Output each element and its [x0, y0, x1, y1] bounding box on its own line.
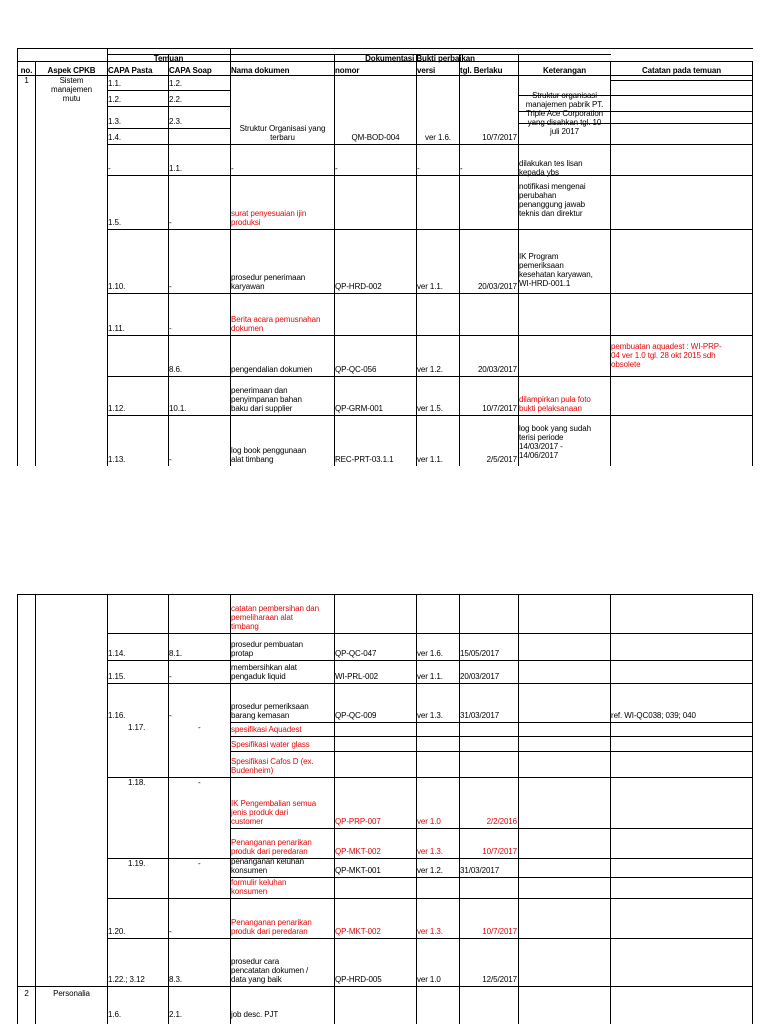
tgl-berlaku-cell: 2/5/2017	[486, 455, 517, 464]
versi-cell: ver 1.2.	[417, 365, 443, 374]
table-rule	[230, 722, 753, 723]
table-rule	[107, 293, 753, 294]
capa-soap-cell: -	[169, 455, 172, 464]
table-rule	[610, 123, 753, 124]
capa-soap-cell: 1.1.	[169, 164, 182, 173]
keterangan-cell: dilakukan tes lisan kepada ybs	[519, 159, 583, 177]
capa-pasta-cell: 1.22.; 3.12	[108, 975, 145, 984]
tgl-berlaku-cell: 31/03/2017	[460, 866, 500, 875]
header-dokumentasi: Dokumentasi Bukti perbaikan	[365, 54, 475, 63]
capa-pasta-cell: 1.20.	[108, 927, 126, 936]
keterangan-cell: IK Program pemeriksaan kesehatan karyawan, WI-HRD-001.1	[519, 252, 593, 288]
capa-pasta-cell: 1.16.	[108, 711, 126, 720]
table-rule	[107, 90, 231, 91]
header-nomor: nomor	[335, 66, 360, 75]
capa-soap-cell: 1.2.	[169, 79, 182, 88]
table-rule	[752, 594, 753, 1024]
capa-soap-cell: 8.6.	[169, 365, 182, 374]
versi-cell: ver 1.6.	[417, 649, 443, 658]
nama-dokumen-cell: prosedur pemeriksaan barang kemasan	[231, 702, 309, 720]
aspek-sistem-manajemen-mutu: Sistem manajemen mutu	[51, 76, 92, 103]
keterangan-cell: notifikasi mengenai perubahan penanggung jawab teknis dan direktur	[519, 182, 586, 218]
table-rule	[107, 415, 753, 416]
nama-dokumen-cell: Penanganan penarikan produk dari peredaran	[231, 838, 312, 856]
capa-soap-cell: -	[169, 324, 172, 333]
table-rule	[610, 80, 753, 81]
header-no: no.	[20, 66, 33, 75]
capa-pasta-cell: 1.3.	[108, 117, 121, 126]
table-rule	[230, 751, 753, 752]
table-rule	[610, 95, 753, 96]
table-rule	[17, 594, 753, 595]
nama-dokumen-merged: Struktur Organisasi yang terbaru	[239, 124, 326, 142]
table-rule	[610, 111, 753, 112]
table-rule	[107, 660, 753, 661]
capa-soap-cell: -	[169, 282, 172, 291]
capa-soap-cell: 2.2.	[169, 95, 182, 104]
nomor-cell: QP-QC-047	[335, 649, 377, 658]
table-rule	[610, 594, 611, 1024]
versi-cell: ver 1.3.	[417, 847, 443, 856]
versi-cell: ver 1.3.	[417, 711, 443, 720]
versi-cell: ver 1.5.	[417, 404, 443, 413]
capa-soap-cell: -	[169, 927, 172, 936]
tgl-berlaku-cell: 15/05/2017	[460, 649, 500, 658]
table-rule	[107, 144, 753, 145]
table-rule	[17, 75, 753, 76]
nama-dokumen-cell: penerimaan dan penyimpanan bahan baku dari supplier	[231, 386, 302, 413]
nomor-cell: QP-MKT-001	[335, 866, 381, 875]
table-rule	[17, 986, 753, 987]
table-rule	[17, 594, 18, 1024]
header-versi: versi	[417, 66, 436, 75]
capa-pasta-cell: 1.4.	[108, 133, 121, 142]
table-rule	[107, 229, 753, 230]
table-rule	[107, 335, 753, 336]
nama-dokumen-cell: prosedur cara pencatatan dokumen / data yang baik	[231, 957, 309, 984]
capa-soap-cell: -	[169, 672, 172, 681]
table-rule	[107, 106, 231, 107]
nomor-cell: QP-MKT-002	[335, 847, 381, 856]
nomor-cell: QP-HRD-002	[335, 282, 382, 291]
versi-cell: ver 1.0	[417, 817, 441, 826]
header-nama-dokumen: Nama dokumen	[231, 66, 290, 75]
capa-pasta-cell: 1.6.	[108, 1010, 121, 1019]
capa-pasta-cell: 1.18.	[128, 778, 146, 787]
versi-cell: ver 1.1.	[417, 282, 443, 291]
capa-pasta-cell: 1.14.	[108, 649, 126, 658]
nomor-merged: QM-BOD-004	[351, 133, 400, 142]
table-rule	[518, 594, 519, 1024]
nomor-cell: REC-PRT-03.1.1	[335, 455, 394, 464]
nama-dokumen-cell: spesifikasi Aquadest	[231, 725, 302, 734]
header-aspek: Aspek CPKB	[47, 66, 96, 75]
capa-soap-cell: 10.1.	[169, 404, 187, 413]
capa-pasta-cell: 1.2.	[108, 95, 121, 104]
tgl-berlaku-cell: -	[460, 164, 463, 173]
catatan-cell: pembuatan aquadest : WI-PRP- 04 ver 1.0 tgl. 28 okt 2015 sdh obsolete	[611, 342, 722, 369]
aspek-personalia: Personalia	[53, 989, 90, 998]
keterangan-cell: dilampirkan pula foto bukti pelaksanaan	[519, 395, 591, 413]
nomor-cell: QP-HRD-005	[335, 975, 382, 984]
versi-cell: ver 1.2.	[417, 866, 443, 875]
table-rule	[168, 594, 169, 1024]
capa-soap-cell: -	[169, 711, 172, 720]
table-rule	[107, 633, 753, 634]
table-rule	[107, 376, 753, 377]
tgl-berlaku-cell: 31/03/2017	[460, 711, 500, 720]
capa-soap-cell: -	[198, 723, 201, 732]
nama-dokumen-cell: -	[231, 164, 234, 173]
nomor-cell: QP-QC-056	[335, 365, 377, 374]
nomor-cell: QP-GRM-001	[335, 404, 383, 413]
catatan-cell: ref. WI-QC038; 039; 040	[611, 711, 696, 720]
table-rule	[230, 736, 753, 737]
nama-dokumen-cell: IK Pengembalian semua jenis produk dari customer	[231, 799, 317, 826]
nama-dokumen-cell: penanganan keluhan konsumen	[231, 857, 304, 875]
capa-pasta-cell: 1.15.	[108, 672, 126, 681]
capa-pasta-cell: 1.17.	[128, 723, 146, 732]
table-rule	[35, 594, 36, 1024]
header-keterangan: Keterangan	[542, 66, 586, 75]
versi-cell: ver 1.0	[417, 975, 441, 984]
versi-cell: -	[417, 164, 420, 173]
row-number: 1	[24, 76, 29, 85]
capa-pasta-cell: 1.13.	[108, 455, 126, 464]
capa-soap-cell: -	[198, 778, 201, 787]
capa-pasta-cell: 1.11.	[108, 324, 125, 333]
capa-soap-cell: 2.1.	[169, 1010, 182, 1019]
nama-dokumen-cell: prosedur penerimaan karyawan	[231, 273, 306, 291]
nama-dokumen-cell: log book penggunaan alat timbang	[231, 446, 307, 464]
nama-dokumen-cell: catatan pembersihan dan pemeliharaan alat timbang	[231, 604, 319, 631]
keterangan-cell: log book yang sudah terisi periode 14/03/2017 - 14/06/2017	[519, 424, 591, 460]
capa-pasta-cell: 1.19.	[128, 859, 146, 868]
nama-dokumen-cell: Spesifikasi Cafos D (ex. Budenheim)	[231, 757, 314, 775]
capa-pasta-cell: -	[108, 164, 111, 173]
table-rule	[107, 175, 753, 176]
capa-soap-cell: -	[169, 218, 172, 227]
table-rule	[107, 594, 108, 1024]
versi-cell: ver 1.1.	[417, 455, 443, 464]
capa-soap-cell: 2.3.	[169, 117, 182, 126]
tgl-berlaku-cell: 10/7/2017	[482, 847, 517, 856]
capa-soap-cell: 8.1.	[169, 649, 182, 658]
nomor-cell: QP-PRP-007	[335, 817, 381, 826]
table-rule	[107, 683, 753, 684]
nama-dokumen-cell: prosedur pembuatan protap	[231, 640, 304, 658]
versi-cell: ver 1.3.	[417, 927, 443, 936]
header-tgl: tgl. Berlaku	[460, 66, 503, 75]
header-capa-soap: CAPA Soap	[169, 66, 212, 75]
tgl-merged: 10/7/2017	[482, 133, 517, 142]
table-rule	[107, 898, 753, 899]
nama-dokumen-cell: surat penyesuaian ijin produksi	[231, 209, 307, 227]
nama-dokumen-cell: job desc. PJT	[231, 1010, 279, 1019]
tgl-berlaku-cell: 20/03/2017	[477, 365, 517, 374]
capa-pasta-cell: 1.10.	[108, 282, 126, 291]
nomor-cell: QP-MKT-002	[335, 927, 381, 936]
nama-dokumen-cell: Berita acara pemusnahan dokumen	[231, 315, 321, 333]
versi-merged: ver 1.6.	[425, 133, 451, 142]
capa-pasta-cell: 1.12.	[108, 404, 126, 413]
table-rule	[752, 61, 753, 466]
tgl-berlaku-cell: 20/03/2017	[477, 282, 517, 291]
tgl-berlaku-cell: 12/5/2017	[482, 975, 517, 984]
capa-pasta-cell: 1.1.	[108, 79, 121, 88]
table-rule	[35, 61, 36, 466]
table-rule	[459, 594, 460, 1024]
nama-dokumen-cell: formulir keluhan konsumen	[231, 878, 287, 896]
nama-dokumen-cell: membersihkan alat pengaduk liquid	[231, 663, 297, 681]
row-number: 2	[24, 989, 29, 998]
nama-dokumen-cell: Penanganan penarikan produk dari peredaran	[231, 918, 312, 936]
table-rule	[107, 938, 753, 939]
table-rule	[610, 61, 611, 466]
header-catatan: Catatan pada temuan	[641, 66, 721, 75]
nomor-cell: WI-PRL-002	[335, 672, 379, 681]
table-rule	[230, 828, 753, 829]
tgl-berlaku-cell: 20/03/2017	[460, 672, 500, 681]
versi-cell: ver 1.1.	[417, 672, 443, 681]
tgl-berlaku-cell: 10/7/2017	[482, 927, 517, 936]
nomor-cell: QP-QC-009	[335, 711, 377, 720]
table-rule	[17, 48, 753, 49]
table-rule	[334, 594, 335, 1024]
keterangan-merged: Struktur organisasi manajemen pabrik PT. Triple Ace Corporation yang disahkan tgl. 10 juli 2017	[525, 91, 604, 136]
table-rule	[107, 128, 231, 129]
capa-soap-cell: 8.3.	[169, 975, 182, 984]
nomor-cell: -	[335, 164, 338, 173]
tgl-berlaku-cell: 10/7/2017	[482, 404, 517, 413]
table-rule	[416, 594, 417, 1024]
header-capa-pasta: CAPA Pasta	[108, 66, 153, 75]
nama-dokumen-cell: pengendalian dokumen	[231, 365, 313, 374]
tgl-berlaku-cell: 2/2/2016	[486, 817, 517, 826]
header-temuan: Temuan	[153, 54, 184, 63]
capa-soap-cell: -	[198, 859, 201, 868]
nama-dokumen-cell: Spesifikasi water glass	[231, 740, 310, 749]
capa-pasta-cell: 1.5.	[108, 218, 121, 227]
table-rule	[17, 48, 18, 466]
